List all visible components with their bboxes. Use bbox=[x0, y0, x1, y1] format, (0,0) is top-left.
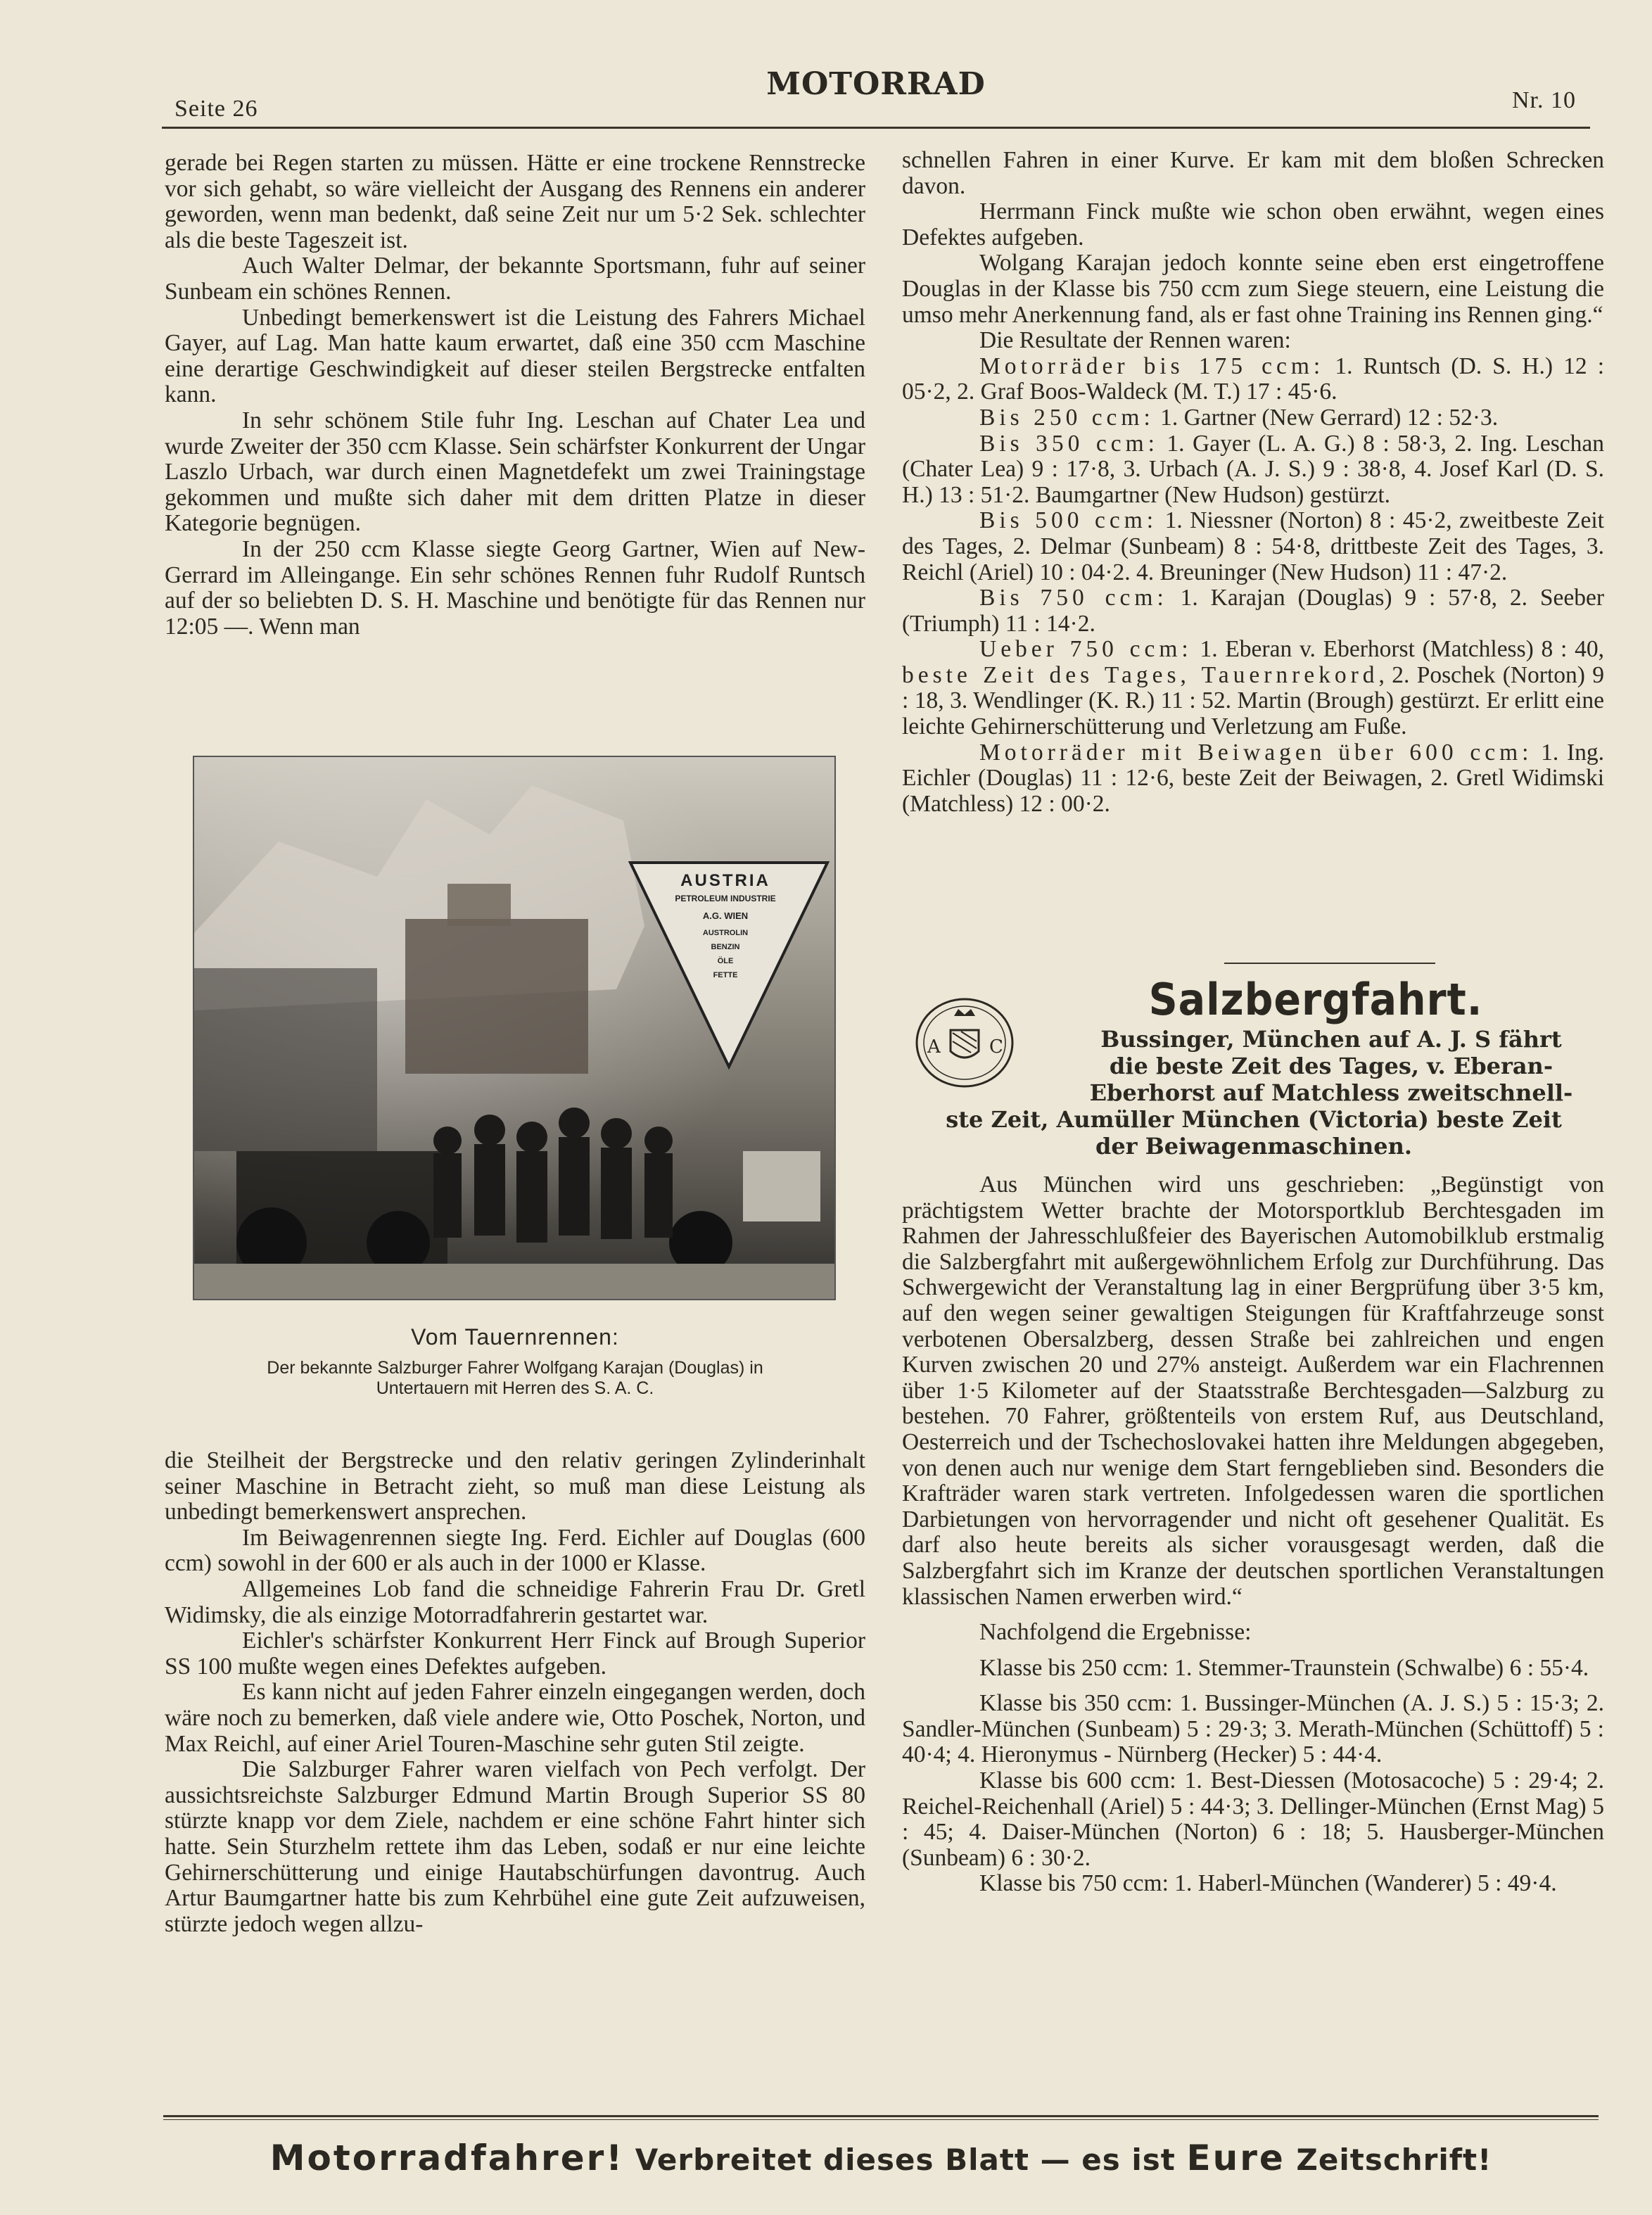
paragraph bbox=[165, 1448, 865, 1525]
subtitle-line: Bussinger, München auf A. J. S fährt bbox=[1100, 1026, 1562, 1053]
paragraph bbox=[902, 740, 1604, 818]
paragraph-text: Klasse bis 750 ccm: 1. Haberl-München (Wanderer) 5 : 49·4. bbox=[979, 1870, 1557, 1897]
paragraph bbox=[165, 253, 865, 305]
paragraph bbox=[165, 305, 865, 408]
left-column-top bbox=[165, 151, 865, 640]
paragraph bbox=[902, 1620, 1604, 1646]
race-photo bbox=[193, 756, 836, 1300]
spaced-heading: Motorräder bis 175 ccm: bbox=[979, 353, 1325, 379]
paragraph bbox=[902, 405, 1604, 431]
paragraph-text: Wolgang Karajan jedoch konnte seine eben erst eingetroffene Douglas in der Klasse bis 750 ccm zum Siege steuern, eine Leistung die umso mehr Anerkennung fand, als er fast ohne Training ins Rennen ging.“ bbox=[902, 250, 1604, 328]
footer-word: Verbreitet dieses Blatt — es ist bbox=[624, 2143, 1187, 2177]
caption-line: Untertauern mit Herren des S. A. C. bbox=[376, 1378, 654, 1398]
spaced-heading: Bis 500 ccm: bbox=[979, 507, 1158, 534]
paragraph-text: In der 250 ccm Klasse siegte Georg Gartner, Wien auf New-Gerrard im Alleingange. Ein sehr schönes Rennen fuhr Rudolf Runtsch auf der so beliebten D. S. H. Maschine und benötigte für das Rennen nur 12:05 —. Wenn man bbox=[165, 535, 865, 640]
paragraph bbox=[902, 328, 1604, 354]
spaced-heading: Bis 750 ccm: bbox=[979, 585, 1168, 611]
sign-line: A.G. WIEN bbox=[702, 910, 749, 921]
paragraph bbox=[902, 431, 1604, 509]
page-number: Seite 26 bbox=[174, 96, 258, 122]
sign-line: ÖLE bbox=[717, 957, 734, 965]
spaced-heading: Ueber 750 ccm: bbox=[979, 636, 1193, 663]
paragraph bbox=[165, 151, 865, 253]
paragraph bbox=[902, 1656, 1604, 1682]
paragraph-text: Es kann nicht auf jeden Fahrer einzeln eingegangen werden, doch wäre noch zu bemerken, daß viele andere wie, Otto Poschek, Norton, und Max Reichl, auf einer Ariel Touren-Maschine sehr guten Stil zeigte. bbox=[165, 1679, 865, 1757]
paragraph bbox=[902, 250, 1604, 328]
footer-word: Motorradfahrer! bbox=[269, 2138, 625, 2178]
footer-word: Zeitschrift! bbox=[1285, 2143, 1492, 2177]
paragraph-text: Klasse bis 250 ccm: 1. Stemmer-Traunstein (Schwalbe) 6 : 55·4. bbox=[979, 1654, 1589, 1681]
paragraph-text: Auch Walter Delmar, der bekannte Sportsmann, fuhr auf seiner Sunbeam ein schönes Rennen. bbox=[165, 253, 865, 305]
caption-line: Der bekannte Salzburger Fahrer Wolfgang Karajan (Douglas) in bbox=[267, 1358, 763, 1378]
sign-line: AUSTROLIN bbox=[702, 929, 749, 937]
paragraph-text: 1. Niessner (Norton) 8 : 45·2, zweitbeste Zeit des Tages, 2. Delmar (Sunbeam) 8 : 54·8, drittbeste Zeit des Tages, 3. Reichl (Ariel) 10 : 04·2. 4. Breuninger (New Hudson) 11 : 47·2. bbox=[902, 507, 1604, 585]
sign-line: AUSTRIA bbox=[680, 871, 770, 890]
paragraph-text: 1. Eberan v. Eberhorst (Matchless) 8 : 40, bbox=[1192, 636, 1604, 663]
paragraph-text: 1. Runtsch (D. S. H.) 12 : 05·2, 2. Graf Boos-Waldeck (M. T.) 17 : 45·6. bbox=[902, 353, 1605, 405]
spaced-heading: beste Zeit des Tages, Tauernrekord bbox=[902, 661, 1379, 688]
spaced-heading: Motorräder mit Beiwagen über 600 ccm: bbox=[979, 739, 1533, 766]
sign-line: BENZIN bbox=[711, 943, 740, 951]
subtitle-line: ste Zeit, Aumüller München (Victoria) beste Zeit bbox=[946, 1106, 1562, 1133]
paragraph bbox=[902, 585, 1604, 637]
paragraph-text: Unbedingt bemerkenswert ist die Leistung des Fahrers Michael Gayer, auf Lag. Man hatte kaum erwartet, daß eine 350 ccm Maschine eine derartige Geschwindigkeit auf dieser steilen Bergstrecke entfalten kann. bbox=[165, 304, 865, 408]
paragraph bbox=[165, 408, 865, 537]
footer-word: Eure bbox=[1186, 2138, 1285, 2178]
paragraph bbox=[165, 1757, 865, 1937]
paragraph bbox=[902, 637, 1604, 740]
paragraph-text: gerade bei Regen starten zu müssen. Hätte er eine trockene Rennstrecke vor sich gehabt, so wäre vielleicht der Ausgang des Rennens ein anderer geworden, wenn man bedenkt, daß seine Zeit nur um 5·2 Sek. schlechter als die beste Tageszeit ist. bbox=[165, 150, 865, 253]
paragraph-text: 1. Ing. Eichler (Douglas) 11 : 12·6, beste Zeit der Beiwagen, 2. Gretl Widimski (Matchless) 12 : 00·2. bbox=[902, 739, 1604, 817]
paragraph bbox=[902, 354, 1604, 405]
paragraph bbox=[902, 1691, 1604, 1768]
paragraph-text: Aus München wird uns geschrieben: „Begünstigt von prächtigstem Wetter brachte der Motorsportklub Berchtesgaden im Rahmen der Jahresschlußfeier des Bayerischen Automobilklub erstmalig die Salzbergfahrt mit außergewöhnlichem Erfolg zur Durchführung. Das Schwergewicht der Veranstaltung lag in einer Bergprüfung über 3·5 km, auf den wegen seiner gewaltigen Steigungen für Kraftfahrzeuge sonst verbotenen Obersalzberg, dessen Straße bei zahlreichen und engen Kurven zwischen 20 und 27% ansteigt. Außerdem war ein Flachrennen über 1·5 Kilometer auf der Staatsstraße Berchtesgaden—Salzburg zu bestehen. 70 Fahrer, größtenteils von erstem Ruf, aus Deutschland, Oesterreich und der Tschechoslovakei hatten ihre Meldungen abgegeben, von denen auch nur wenige dem Start ferngeblieben sind. Besonders die Krafträder waren stark vertreten. Infolgedessen waren die sportlichen Darbietungen von hervorragender und nicht oft gesehener Qualität. Es darf also heute bereits als sicher vorausgesagt werden, daß die Salzbergfahrt sich im Kranze der deutschen sportlichen Veranstaltungen klassischen Namen erwerben wird.“ bbox=[902, 1172, 1604, 1610]
sign-line: PETROLEUM INDUSTRIE bbox=[675, 894, 776, 903]
paragraph-text: Herrmann Finck mußte wie schon oben erwähnt, wegen eines Defektes aufgeben. bbox=[902, 198, 1604, 250]
subtitle-line: Eberhorst auf Matchless zweitschnell- bbox=[1089, 1079, 1573, 1106]
caption-title: Vom Tauernrennen: bbox=[411, 1324, 619, 1350]
paragraph bbox=[902, 199, 1604, 250]
spaced-heading: Bis 350 ccm: bbox=[979, 430, 1159, 457]
subtitle-line: die beste Zeit des Tages, v. Eberan- bbox=[1109, 1053, 1553, 1079]
paragraph-text: Allgemeines Lob fand die schneidige Fahrerin Frau Dr. Gretl Widimsky, die als einzige Motorradfahrerin gestartet war. bbox=[165, 1575, 865, 1628]
left-column-bottom bbox=[165, 1448, 865, 1937]
paragraph bbox=[165, 1577, 865, 1628]
right-column-bottom bbox=[902, 1172, 1604, 1897]
footer-slogan bbox=[163, 2138, 1599, 2178]
paragraph-text: Nachfolgend die Ergebnisse: bbox=[979, 1619, 1252, 1646]
paragraph-text: 1. Gartner (New Gerrard) 12 : 52·3. bbox=[1154, 404, 1499, 431]
paragraph-text: Klasse bis 350 ccm: 1. Bussinger-München (A. J. S.) 5 : 15·3; 2. Sandler-München (Sunbeam) 5 : 29·3; 3. Merath-München (Schüttoff) 5 : 40·4; 4. Hieronymus - Nürnberg (Hecker) 5 : 44·4. bbox=[902, 1690, 1604, 1768]
paragraph-text: schnellen Fahren in einer Kurve. Er kam mit dem bloßen Schrecken davon. bbox=[902, 147, 1604, 199]
footer-rule bbox=[163, 2115, 1599, 2117]
section-rule bbox=[1224, 963, 1435, 964]
paragraph-text: 1. Gayer (L. A. G.) 8 : 58·3, 2. Ing. Leschan (Chater Lea) 9 : 17·8, 3. Urbach (A. J. S.) 9 : 38·8, 4. Josef Karl (D. S. H.) 13 : 51·2. Baumgartner (New Hudson) gestürzt. bbox=[902, 430, 1605, 508]
issue-number: Nr. 10 bbox=[1512, 87, 1576, 113]
austria-sign bbox=[623, 856, 827, 1060]
section-title: Salzbergfahrt. bbox=[1148, 974, 1483, 1025]
paragraph bbox=[902, 1768, 1604, 1871]
paragraph-text: Klasse bis 600 ccm: 1. Best-Diessen (Motosacoche) 5 : 29·4; 2. Reichel-Reichenhall (Ariel) 5 : 44·3; 3. Dellinger-München (Ernst Mag) 5 : 45; 4. Daiser-München (Norton) 6 : 18; 5. Hausberger-München (Sunbeam) 6 : 30·2. bbox=[902, 1767, 1604, 1871]
magazine-logo: MOTORRAD bbox=[766, 66, 986, 102]
paragraph bbox=[902, 148, 1604, 199]
paragraph-text: Im Beiwagenrennen siegte Ing. Ferd. Eichler auf Douglas (600 ccm) sowohl in der 600 er als auch in der 1000 er Klasse. bbox=[165, 1524, 865, 1577]
sign-line: FETTE bbox=[713, 971, 738, 979]
spaced-heading: Bis 250 ccm: bbox=[979, 404, 1155, 431]
paragraph bbox=[165, 537, 865, 640]
paragraph bbox=[902, 508, 1604, 585]
svg-text:C: C bbox=[989, 1036, 1003, 1058]
paragraph bbox=[165, 1628, 865, 1680]
footer-rule bbox=[163, 2119, 1599, 2120]
page-header bbox=[162, 56, 1590, 134]
paragraph-text: , 2. Poschek (Norton) 9 : 18, 3. Wendlinger (K. R.) 11 : 52. Martin (Brough) gestürzt. Er erlitt eine leichte Gehirnerschütterung und Verletzung am Fuße. bbox=[902, 661, 1605, 740]
paragraph bbox=[165, 1525, 865, 1577]
section-subtitle bbox=[902, 1026, 1606, 1160]
paragraph-text: Die Salzburger Fahrer waren vielfach von Pech verfolgt. Der aussichtsreichste Salzburger Edmund Martin Brough Superior SS 80 stürzte knapp vor dem Ziele, nachdem er eine schöne Fahrt hinter sich hatte. Sein Sturzhelm rettete ihm das Leben, sodaß er nur eine leichte Gehirnerschütterung und einige Hautabschürfungen davontrug. Auch Artur Baumgartner hatte bis zum Kehrbühel eine gute Zeit aufzuweisen, stürzte jedoch wegen allzu- bbox=[165, 1756, 865, 1937]
paragraph bbox=[902, 1871, 1604, 1897]
paragraph bbox=[902, 1172, 1604, 1610]
paragraph-text: die Steilheit der Bergstrecke und den relativ geringen Zylinderinhalt seiner Maschine in Betracht zieht, so muß man diese Leistung als unbedingt bemerkenswert ansprechen. bbox=[165, 1447, 865, 1525]
subtitle-line: der Beiwagenmaschinen. bbox=[1095, 1133, 1413, 1160]
paragraph-text: Die Resultate der Rennen waren: bbox=[979, 327, 1291, 354]
paragraph-text: In sehr schönem Stile fuhr Ing. Leschan auf Chater Lea und wurde Zweiter der 350 ccm Klasse. Sein schärfster Konkurrent der Ungar Laszlo Urbach, war durch einen Magnetdefekt um zwei Trainingstage gekommen und mußte sich daher mit dem dritten Platze in dieser Kategorie begnügen. bbox=[165, 407, 865, 537]
svg-text:A: A bbox=[927, 1036, 941, 1058]
header-rule bbox=[162, 127, 1590, 129]
paragraph-text: Eichler's schärfster Konkurrent Herr Finck auf Brough Superior SS 100 mußte wegen eines Defektes aufgeben. bbox=[165, 1627, 865, 1680]
paragraph bbox=[165, 1680, 865, 1757]
paragraph-text: 1. Karajan (Douglas) 9 : 57·8, 2. Seeber (Triumph) 11 : 14·2. bbox=[902, 585, 1604, 637]
right-column-top bbox=[902, 148, 1604, 817]
caption-text bbox=[165, 1358, 865, 1399]
